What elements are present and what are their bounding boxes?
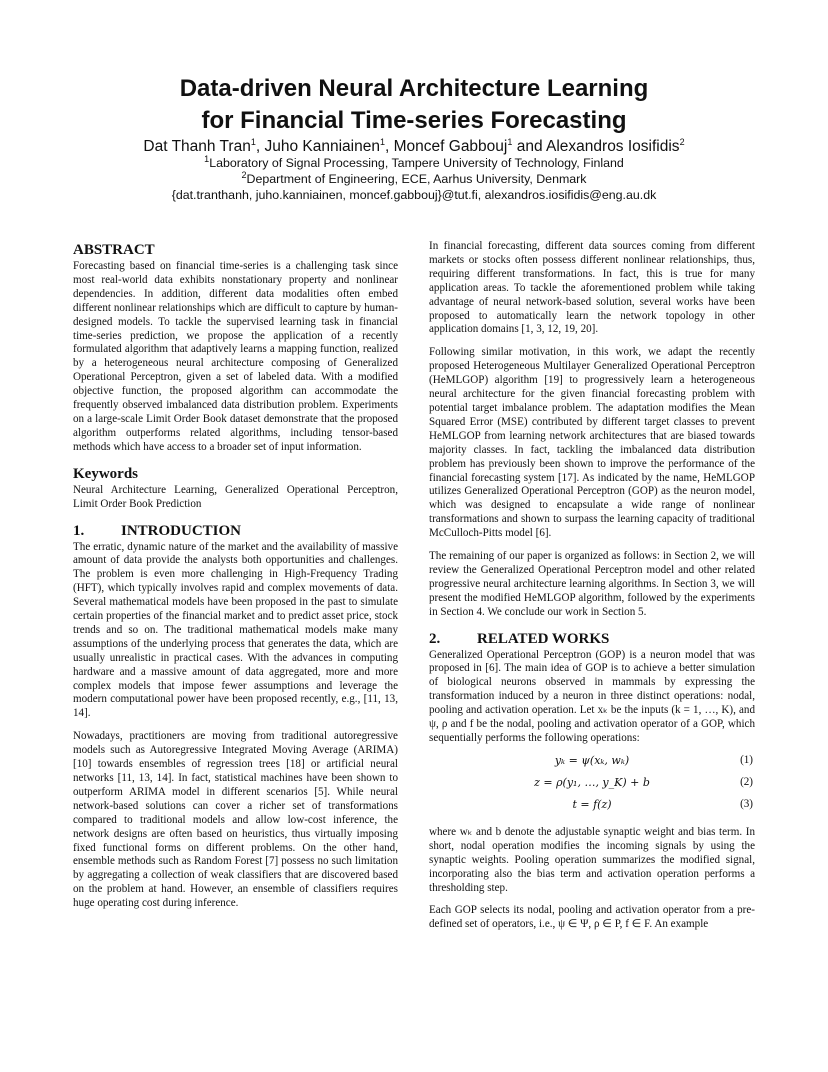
author-name: Moncef Gabbouj [393,138,508,155]
affiliation-mark: 1 [250,136,256,147]
intro-paragraph-5: The remaining of our paper is organized as follows: in Section 2, we will review the Generalized Operational Perceptron model and other related progressive neural architecture learning algorithms. In Section 3, we will present the modified HeMLGOP algorithm, followed by the experiments in Section 4. We conclude our work in Section 5. [429,550,755,618]
affiliation-1 [0,155,828,171]
section-title: RELATED WORKS [477,630,610,647]
affiliation-mark: 2 [241,169,247,180]
affiliation-text: Department of Engineering, ECE, Aarhus University, Denmark [246,172,587,186]
related-works-heading [429,629,755,649]
intro-paragraph-2: Nowadays, practitioners are moving from traditional autoregressive models such as Autoregressive Integrated Moving Average (ARIMA) [10] towards ensembles of regression trees [18] or artificial neural networks [11, 13, 14]. In fact, statistical machines have been shown to outperform ARIMA model in different scenarios [5]. While neural network-based solutions can cover a richer set of transformations compared to traditional models and allow low-cost inference, the network designs are often based on heuristics, thus virtually imposing fixed functional forms on different problems. On the other hand, ensemble methods such as Random Forest [7] possess no such limitation by aggregating a collection of weak classifiers that are discovered based on the problem at hand. However, an ensemble of classifiers requires huge operating cost during inference. [73,730,398,910]
equation-number: (2) [740,775,753,788]
title-line-1: Data-driven Neural Architecture Learning [179,75,649,102]
affiliation-text: Laboratory of Signal Processing, Tampere University of Technology, Finland [209,156,624,170]
author-name: Alexandros Iosifidis [546,138,680,155]
equation-number: (3) [740,797,753,810]
keywords-heading: Keywords [73,465,138,482]
equation-expression: t = f(z) [572,797,612,811]
intro-paragraph-4: Following similar motivation, in this work, we adapt the recently proposed Heterogeneous Multilayer Generalized Operational Perceptron (HeMLGOP) algorithm [19] to progressively learn a heterogeneous neural architecture for the given financial forecasting problem with potential target imbalance problem. The adaptation modifies the Mean Squared Error (MSE) contributed by different target classes to prevent HeMLGOP from learning network architectures that are biased towards majority classes. In fact, tackling the imbalanced data distribution problem has previously been shown to improve the performance of the financial forecasting system [17]. As indicated by the name, HeMLGOP utilizes Generalized Operational Perceptron (GOP) as the neuron model, which was designed to encapsulate a wide range of nonlinear transformations and shown to surpass the learning capacity of traditional McCulloch-Pitts model [6]. [429,346,755,540]
affiliation-mark: 2 [679,136,685,147]
equation-2 [429,774,755,796]
intro-paragraph-1: The erratic, dynamic nature of the market and the availability of massive amount of data provide the analysts both opportunities and challenges. The problem is even more challenging in High-Frequency Trading (HFT), which typically involves rapid and complex movements of data. Several mathematical models have been proposed in the past to simulate certain properties of the financial market and to predict asset price, stock trends and so on. The traditional mathematical models make many assumptions of the underlying process that generates the data, which are usually unrealistic in practical cases. With the advances in computing hardware and a massive amount of data aggregated, more and more complex models that impose fewer assumptions and leverage the modern computational power have been proposed recently, e.g., [11, 13, 14]. [73,540,398,720]
section-number: 2. [429,630,441,647]
related-paragraph-1: Generalized Operational Perceptron (GOP) is a neuron model that was proposed in [6]. The main idea of GOP is to achieve a better simulation of biological neurons observed in mammals by expressing the transformation induced by a neuron in three distinct operations: nodal, pooling and activation operation. Let xₖ be the inputs (k = 1, …, K), and ψ, ρ and f be the nodal, pooling and activation operator of a GOP, which sequentially performs the following operations: [429,648,755,744]
equation-expression: yₖ = ψ(xₖ, wₖ) [554,753,630,767]
intro-paragraph-3: In financial forecasting, different data sources coming from different markets or stocks often possess different nonlinear relationships, thus, requiring different transformations. In fact, this is true for many application areas. To tackle the aforementioned problem while taking advantage of neural network-based solution, several works have been proposed to automatically learn the network topology in other application domains [1, 3, 12, 19, 20]. [429,240,755,336]
author-separator: , [255,138,265,155]
affiliation-mark: 1 [507,136,513,147]
equation-expression: z = ρ(y₁, …, y_K) + b [534,775,650,789]
author-emails: {dat.tranthanh, juho.kanniainen, moncef.gabbouj}@tut.fi, alexandros.iosifidis@eng.au.dk [171,188,657,202]
equations [429,752,755,818]
section-number: 1. [73,522,85,539]
title-line-2: for Financial Time-series Forecasting [201,107,627,134]
left-column [73,240,398,911]
affiliation-mark: 1 [379,136,385,147]
affiliation-2 [0,171,828,187]
keywords-text: Neural Architecture Learning, Generalized Operational Perceptron, Limit Order Book Prediction [73,483,398,510]
equation-number: (1) [740,753,753,766]
related-paragraph-3: Each GOP selects its nodal, pooling and activation operator from a pre-defined set of operators, i.e., ψ ∈ Ψ, ρ ∈ P, f ∈ F. An example [429,904,755,931]
affiliation-mark: 1 [204,153,210,164]
equation-3 [429,796,755,818]
author-separator: , [385,138,394,155]
abstract-text: Forecasting based on financial time-series is a challenging task since most real-world data exhibits nonstationary property and nonlinear dependencies. In addition, different data modalities often embed different nonlinear relationships which are difficult to capture by human-designed models. To tackle the supervised learning task in financial time-series prediction, we propose the application of a recently formulated algorithm that adaptively learns a mapping function, realized by a heterogeneous neural architecture composing of Generalized Operational Perceptron, given a set of labeled data. With a modified objective function, the proposed algorithm can accommodate the frequently observed imbalanced data distribution problem. Experiments on a large-scale Limit Order Book dataset demonstrate that the proposed algorithm outperforms related algorithms, including tensor-based methods which have access to a broader set of input information. [73,260,398,453]
related-paragraph-2: where wₖ and b denote the adjustable synaptic weight and bias term. In short, nodal operation modifies the incoming signals by using the synaptic weights. Pooling operation summarizes the modified signal, incorporating also the bias term and activation operation performs a thresholding step. [429,825,755,894]
introduction-heading [73,521,398,541]
author-name: Dat Thanh Tran [143,138,251,155]
abstract-heading: ABSTRACT [73,242,155,258]
author-name: Juho Kanniainen [264,138,380,155]
author-list [0,138,828,156]
author-conjunction: and [512,138,547,155]
equation-1 [429,752,755,774]
right-column [429,240,755,932]
paper-title [0,73,828,137]
section-title: INTRODUCTION [121,522,242,539]
